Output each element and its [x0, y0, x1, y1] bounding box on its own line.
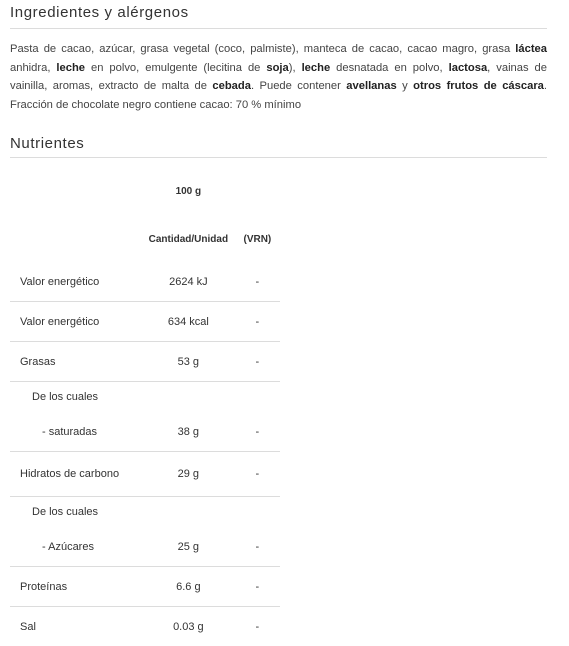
- nutrient-name: - saturadas: [10, 412, 142, 452]
- ingredients-part: , vainas de vainilla, aromas, extracto de malta de: [10, 62, 547, 93]
- nutrients-title: Nutrientes: [10, 135, 84, 152]
- nutrient-name: Valor energético: [10, 302, 142, 342]
- nutrient-qty: [142, 382, 235, 413]
- table-row: [10, 382, 280, 413]
- ingredients-part: y: [397, 80, 413, 92]
- ingredients-part: . Puede contener: [251, 80, 346, 92]
- table-row: [10, 527, 280, 567]
- ingredients-part: Pasta de cacao, azúcar, grasa vegetal (coco, palmiste), manteca de cacao, cacao magro, grasa: [10, 43, 515, 55]
- quantity-header: Cantidad/Unidad: [142, 216, 235, 262]
- allergen: leche: [56, 62, 85, 74]
- ingredients-title: Ingredientes y alérgenos: [10, 4, 189, 21]
- allergen: leche: [302, 62, 331, 74]
- table-row: [10, 342, 280, 382]
- allergen: avellanas: [346, 80, 396, 92]
- ingredients-divider: [10, 28, 547, 29]
- nutrient-name: Hidratos de carbono: [10, 452, 142, 497]
- allergen: otros frutos de cáscara: [413, 80, 544, 92]
- nutrient-name: Sal: [10, 607, 142, 646]
- nutrient-name: Valor energético: [10, 262, 142, 302]
- ingredients-text: [10, 40, 547, 114]
- nutrient-qty: 25 g: [142, 527, 235, 567]
- nutrient-qty: 29 g: [142, 452, 235, 497]
- nutrient-vrn: -: [235, 607, 280, 646]
- nutrient-vrn: -: [235, 412, 280, 452]
- ingredients-part: anhidra,: [10, 62, 56, 74]
- table-row: [10, 607, 280, 646]
- table-row: [10, 302, 280, 342]
- table-row: [10, 412, 280, 452]
- nutrient-name: De los cuales: [10, 382, 142, 413]
- ingredients-part: desnatada en polvo,: [330, 62, 448, 74]
- table-header-row: [10, 166, 280, 216]
- table-row: [10, 452, 280, 497]
- nutrient-name: Proteínas: [10, 567, 142, 607]
- nutrient-vrn: -: [235, 342, 280, 382]
- ingredients-part: ),: [289, 62, 302, 74]
- nutrient-qty: 0.03 g: [142, 607, 235, 646]
- per-100g-header: 100 g: [142, 166, 235, 216]
- nutrient-name: De los cuales: [10, 497, 142, 528]
- nutrient-qty: 38 g: [142, 412, 235, 452]
- allergen: cebada: [212, 80, 251, 92]
- table-row: [10, 567, 280, 607]
- table-row: [10, 497, 280, 528]
- table-header-row: [10, 216, 280, 262]
- nutrient-name: - Azúcares: [10, 527, 142, 567]
- nutrient-vrn: -: [235, 452, 280, 497]
- nutrient-vrn: -: [235, 567, 280, 607]
- nutrients-divider: [10, 157, 547, 158]
- nutrient-vrn: -: [235, 302, 280, 342]
- nutrient-qty: 2624 kJ: [142, 262, 235, 302]
- vrn-header: (VRN): [235, 216, 280, 262]
- nutrient-vrn: [235, 382, 280, 413]
- nutrient-qty: 53 g: [142, 342, 235, 382]
- nutrient-name: Grasas: [10, 342, 142, 382]
- nutrient-qty: 634 kcal: [142, 302, 235, 342]
- nutrient-qty: [142, 497, 235, 528]
- nutrient-vrn: [235, 497, 280, 528]
- nutrient-qty: 6.6 g: [142, 567, 235, 607]
- nutrient-vrn: -: [235, 262, 280, 302]
- nutrient-vrn: -: [235, 527, 280, 567]
- ingredients-part: . Fracción de chocolate negro contiene cacao: 70 % mínimo: [10, 80, 547, 111]
- allergen: láctea: [515, 43, 547, 55]
- ingredients-part: en polvo, emulgente (lecitina de: [85, 62, 266, 74]
- allergen: lactosa: [449, 62, 488, 74]
- table-row: [10, 262, 280, 302]
- nutrients-table: [10, 166, 280, 646]
- allergen: soja: [266, 62, 288, 74]
